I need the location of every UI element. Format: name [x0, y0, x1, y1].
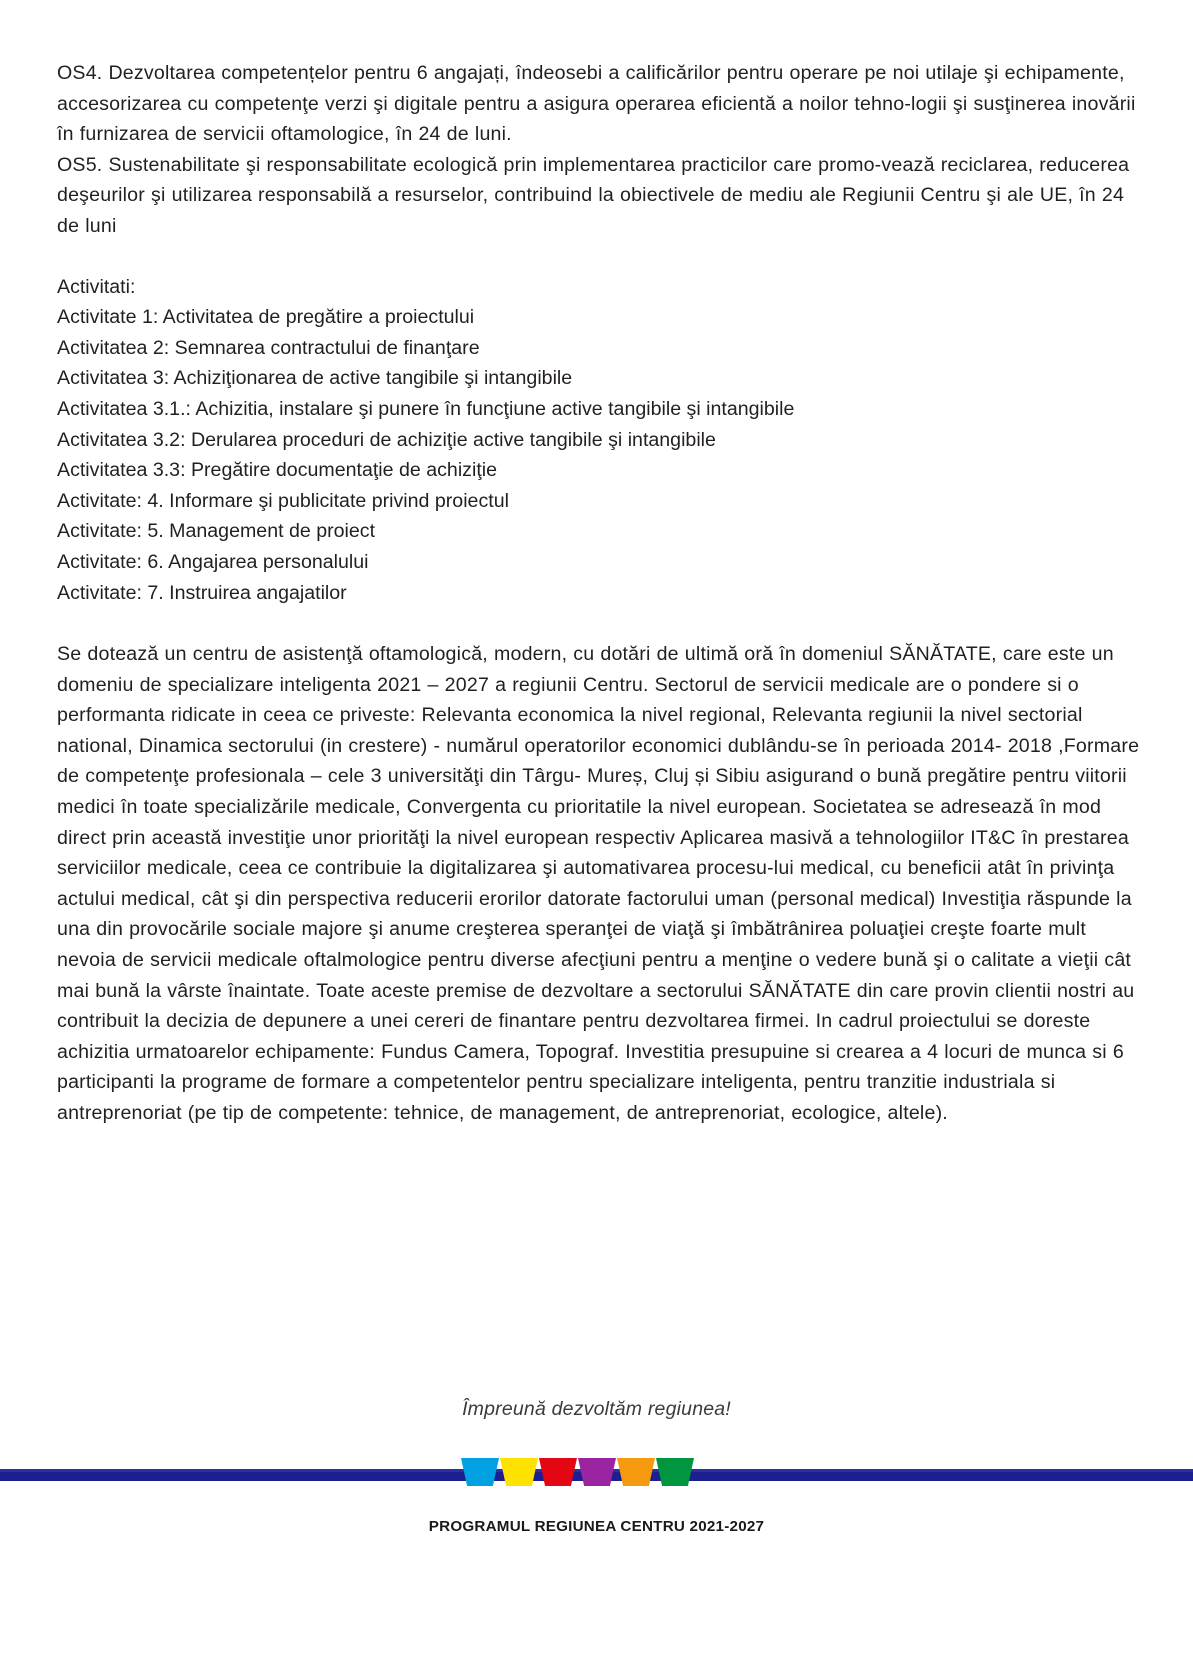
activity-item: Activitatea 3.2: Derularea proceduri de achiziţie active tangibile şi intangibile	[57, 428, 716, 451]
activity-item: Activitate: 5. Management de proiect	[57, 520, 376, 543]
project-description: Se dotează un centru de asistenţă oftamologică, modern, cu dotări de ultimă oră în domeniul SĂNĂTATE, care este un domeniu de specializare inteligenta 2021 – 2027 a regiunii Centru. Sectorul de servicii medicale are o pondere si o performanta ridicate in ceea ce priveste: Relevanta economica la nivel regional, Relevanta regiunii la nivel sectorial national, Dinamica sectorului (in crestere) - numărul operatorilor economici dublându-se în perioada 2014- 2018 ,Formare de competenţe profesionala – cele 3 universităţi din Târgu- Mureș, Cluj și Sibiu asigurand o bună pregătire pentru viitorii medici în toate specializările medicale, Convergenta cu prioritatile la nivel european. Societatea se adresează în mod direct prin această investiţie unor priorităţi la nivel european respectiv Aplicarea masivă a tehnologiilor IT&C în prestarea serviciilor medicale, ceea ce contribuie la digitalizarea şi automativarea procesu-lui medical, cu beneficii atât în privinţa actului medical, cât şi din perspectiva reducerii erorilor datorate factorului uman (personal medical) Investiţia răspunde la una din provocările sociale majore şi anume creşterea speranţei de viaţă şi îmbătrânirea poluaţiei creşte foarte mult nevoia de servicii medicale oftalmologice pentru diverse afecţiuni pentru a menţine o vedere bună şi o calitate a vieţii cât mai bună la vârste înaintate. Toate aceste premise de dezvoltare a sectorului SĂNĂTATE din care provin clientii nostri au contribuit la decizia de depunere a unei cereri de finantare pentru dezvoltarea firmei. In cadrul proiectului se doreste achizitia urmatoarelor echipamente: Fundus Camera, Topograf. Investitia presupuine si crearea a 4 locuri de munca si 6 participanti la programe de formare a competentelor pentru specializare inteligenta, pentru tranzitie industriala si antreprenoriat (pe tip de competente: tehnice, de management, de antreprenoriat, ecologice, altele).	[57, 643, 1140, 1124]
activity-item: Activitate: 4. Informare şi publicitate privind proiectul	[57, 489, 509, 512]
page-footer	[0, 1396, 1193, 1535]
section-spacer	[57, 242, 1140, 272]
logo-mark-blue	[461, 1458, 499, 1486]
footer-program-name: PROGRAMUL REGIUNEA CENTRU 2021-2027	[428, 1518, 765, 1535]
logo-mark-orange	[617, 1458, 655, 1486]
section-spacer	[57, 608, 1140, 639]
project-description-section	[57, 639, 1140, 1129]
activity-item: Activitatea 2: Semnarea contractului de finanţare	[57, 336, 480, 359]
objective-os4: OS4. Dezvoltarea competențelor pentru 6 angajați, îndeosebi a calificărilor pentru operare pe noi utilaje şi echipamente, accesorizarea cu competenţe verzi şi digitale pentru a asigura operarea eficientă a noilor tehno-logii şi susţinerea inovării în furnizarea de servicii oftamologice, în 24 de luni.	[57, 62, 1136, 146]
specific-objectives-section	[57, 58, 1140, 242]
activity-item: Activitatea 3.1.: Achizitia, instalare şi punere în funcţiune active tangibile şi intangibile	[57, 397, 795, 420]
logo-mark-purple	[578, 1458, 616, 1486]
footer-tagline: Împreună dezvoltăm regiunea!	[462, 1398, 731, 1420]
activity-item: Activitatea 3: Achiziţionarea de active tangibile şi intangibile	[57, 367, 573, 390]
activity-item: Activitate: 7. Instruirea angajatilor	[57, 581, 347, 604]
activities-heading: Activitati:	[57, 275, 136, 298]
regiunea-centru-logo-icon	[461, 1458, 695, 1492]
activities-section	[57, 272, 1140, 609]
document-body	[57, 58, 1140, 1129]
activity-item: Activitate 1: Activitatea de pregătire a proiectului	[57, 306, 475, 329]
logo-mark-green	[656, 1458, 694, 1486]
objective-os5: OS5. Sustenabilitate şi responsabilitate ecologică prin implementarea practicilor care promo-vează reciclarea, reducerea deşeurilor şi utilizarea responsabilă a resurselor, contribuind la obiectivele de mediu ale Regiunii Centru şi ale UE, în 24 de luni	[57, 153, 1130, 237]
activity-item: Activitatea 3.3: Pregătire documentaţie de achiziţie	[57, 459, 498, 482]
logo-mark-yellow	[500, 1458, 538, 1486]
footer-rule-and-logo	[0, 1458, 1193, 1492]
logo-mark-red	[539, 1458, 577, 1486]
activity-item: Activitate: 6. Angajarea personalului	[57, 550, 369, 573]
